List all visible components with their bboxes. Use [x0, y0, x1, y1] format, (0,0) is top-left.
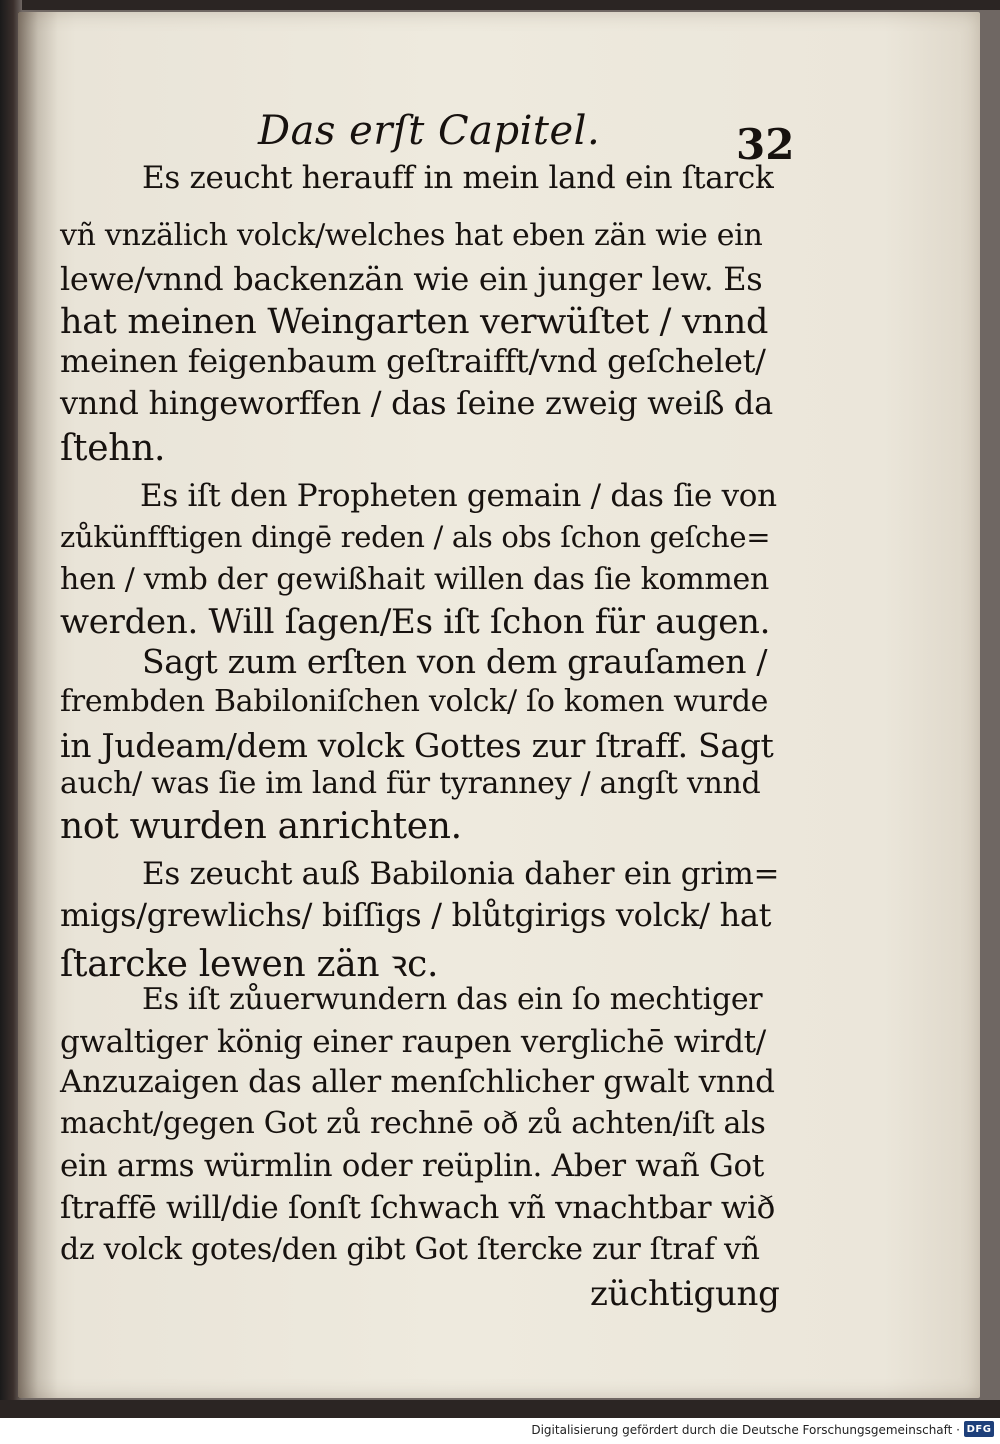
text-line: meinen feigenbaum geſtraifft/vnd geſchelet/: [60, 342, 766, 380]
text-line: Es iſt den Propheten gemain / das ſie von: [140, 478, 777, 514]
text-line: hat meinen Weingarten verwüſtet / vnnd: [60, 302, 769, 342]
text-line: auch/ was ſie im land für tyranney / angſt vnnd: [60, 766, 761, 801]
text-line: in Judeam/dem volck Gottes zur ſtraff. Sagt: [60, 726, 774, 765]
catchword: züchtigung: [590, 1274, 780, 1314]
text-line: migs/grewlichs/ biſſigs / blůtgirigs volck/ hat: [60, 896, 772, 934]
text-line: ſtarcke lewen zän ꝛc.: [60, 944, 439, 985]
page-number: 32: [736, 120, 795, 169]
text-line: gwaltiger könig einer raupen verglichē wirdt/: [60, 1024, 766, 1060]
text-line: Es iſt zůuerwundern das ein ſo mechtiger: [142, 982, 763, 1017]
text-line: hen / vmb der gewißhait willen das ſie kommen: [60, 562, 770, 597]
text-line: not wurden anrichten.: [60, 806, 462, 847]
text-line: Sagt zum erſten von dem grauſamen /: [142, 642, 768, 681]
scan-frame-top: [0, 0, 1000, 10]
text-line: Anzuzaigen das aller menſchlicher gwalt vnnd: [60, 1064, 775, 1100]
text-line: dz volck gotes/den gibt Got ſtercke zur ſtraf vñ: [60, 1232, 760, 1267]
text-line: zůkünfftigen dingē reden / als obs ſchon geſche=: [60, 520, 771, 554]
text-line: vnnd hingeworffen / das ſeine zweig weiß da: [60, 384, 773, 422]
text-line: ſtraffē will/die ſonſt ſchwach vñ vnachtbar wið: [60, 1190, 776, 1226]
text-line: frembden Babiloniſchen volck/ ſo komen wurde: [60, 684, 769, 719]
funding-credit: Digitalisierung gefördert durch die Deutsche Forschungsgemeinschaft ·: [531, 1423, 960, 1437]
text-line: ein arms würmlin oder reüplin. Aber wañ Got: [60, 1148, 764, 1184]
text-line: vñ vnzälich volck/welches hat eben zän wie ein: [60, 218, 763, 253]
dfg-logo-icon: DFG: [964, 1421, 994, 1437]
text-line: Es zeucht herauff in mein land ein ſtarck: [142, 160, 774, 196]
text-line: werden. Will ſagen/Es iſt ſchon für augen.: [60, 602, 771, 642]
text-line: macht/gegen Got zů rechnē oð zů achten/iſt als: [60, 1106, 766, 1141]
scan-frame-bottom: [0, 1400, 1000, 1418]
running-head: Das erſt Capitel.: [258, 108, 601, 154]
page-gutter-shadow: [18, 12, 58, 1398]
text-line: lewe/vnnd backenzän wie ein junger lew. Es: [60, 260, 763, 298]
text-line: ſtehn.: [60, 428, 166, 469]
text-line: Es zeucht auß Babilonia daher ein grim=: [142, 856, 780, 892]
